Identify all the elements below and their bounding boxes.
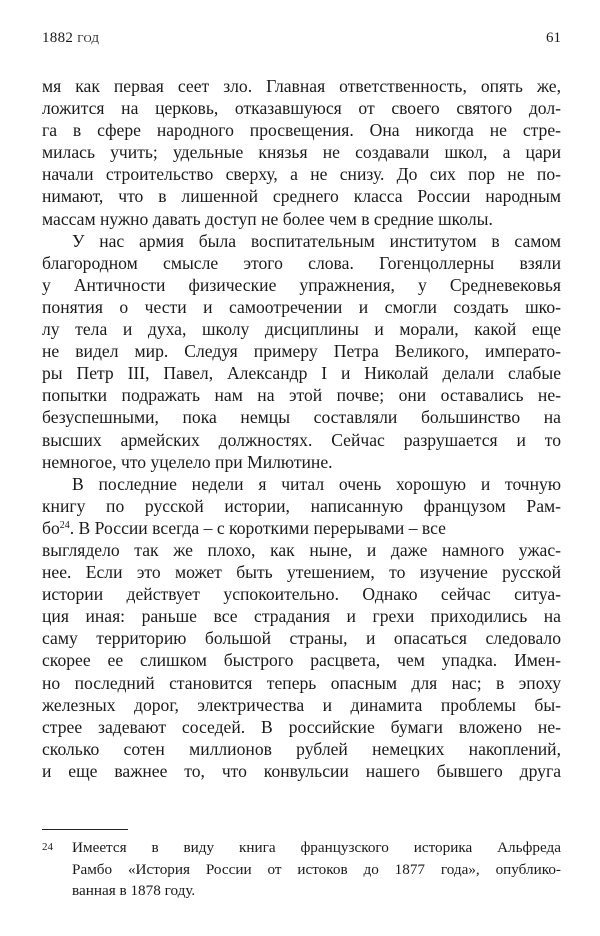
footnote-divider [42,829,128,830]
text-line: попытки подражать нам на этой почве; они оставались не- [42,385,561,406]
text-line: лу тела и духа, школу дисциплины и морали, какой еще [42,319,561,340]
footnote [42,837,561,902]
paragraph [42,230,561,473]
text-line: но последний становится теперь опасным для нас; в эпоху [42,672,561,693]
text-line: ванная в 1878 году. [72,882,196,899]
text-line: книгу по русской истории, написанную французом Рам- [42,495,561,516]
text-line: не видел мир. Следуя примеру Петра Великого, императо- [42,341,561,362]
text-line: понятия о чести и самоотречении и смогли создать шко- [42,296,561,317]
text-line: сколько сотен миллионов рублей немецких накоплений, [42,738,561,759]
text-line [42,517,561,539]
text-line: Имеется в виду книга французского историка Альфреда [72,839,561,856]
text-line: благородном смысле этого слова. Гогенцоллерны взяли [42,252,561,273]
text-fragment: . В России всегда – с короткими перерывами – все [69,517,446,538]
text-line: ры Петр III, Павел, Александр I и Николай делали слабые [42,363,561,384]
text-line: га в сфере народного просвещения. Она никогда не стре- [42,120,561,141]
footnote-text [72,837,561,902]
text-line: саму территорию большой страны, и опасаться следовало [42,628,561,649]
text-line: высших армейских должностях. Сейчас разрушается и то [42,429,561,450]
text-line: и еще важнее то, что конвульсии нашего бывшего друга [42,760,561,781]
text-line: У нас армия была воспитательным институтом в самом [72,230,561,251]
text-line: милась учить; удельные князья не создавали школ, а цари [42,142,561,163]
page-number: 61 [546,30,561,46]
text-line: Рамбо «История России от истоков до 1877 года», опублико- [72,860,561,878]
text-line: истории действует успокоительно. Однако сейчас ситуа- [42,584,561,605]
text-line: железных дорог, электричества и динамита проблемы бы- [42,694,561,715]
text-line: начали строительство сверху, а не снизу. До сих пор не по- [42,164,561,185]
text-line: мя как первая сеет зло. Главная ответственность, опять же, [42,76,561,96]
running-title: 1882 год [42,30,100,46]
text-line: у Античности физические упражнения, у Средневековья [42,274,561,295]
text-line: немногое, что уцелело при Милютине. [42,451,333,472]
text-line: скорее ее слишком быстрого расцвета, чем упадка. Имен- [42,650,561,671]
text-line: В последние недели я читал очень хорошую и точную [72,473,561,494]
text-line: нимают, что в лишенной среднего класса России народным [42,186,561,207]
text-fragment: бо [42,517,60,538]
text-line: ция иная: раньше все страдания и грехи приходились на [42,606,561,627]
paragraph [42,473,561,782]
page-header [42,30,561,50]
footnote-number: 24 [42,841,53,853]
text-line: выглядело так же плохо, как ныне, и даже намного ужас- [42,539,561,560]
footnote-reference[interactable]: 24 [59,519,70,531]
text-line: нее. Если это может быть утешением, то изучение русской [42,562,561,583]
text-line: массам нужно давать доступ не более чем в средние школы. [42,208,493,229]
paragraph [42,75,561,230]
text-line: безуспешными, пока немцы составляли большинство на [42,407,561,428]
text-line: ложится на церковь, отказавшуюся от своего святого дол- [42,98,561,119]
body-text [42,75,561,782]
text-line: стрее задевают соседей. В российские бумаги вложено не- [42,716,561,737]
